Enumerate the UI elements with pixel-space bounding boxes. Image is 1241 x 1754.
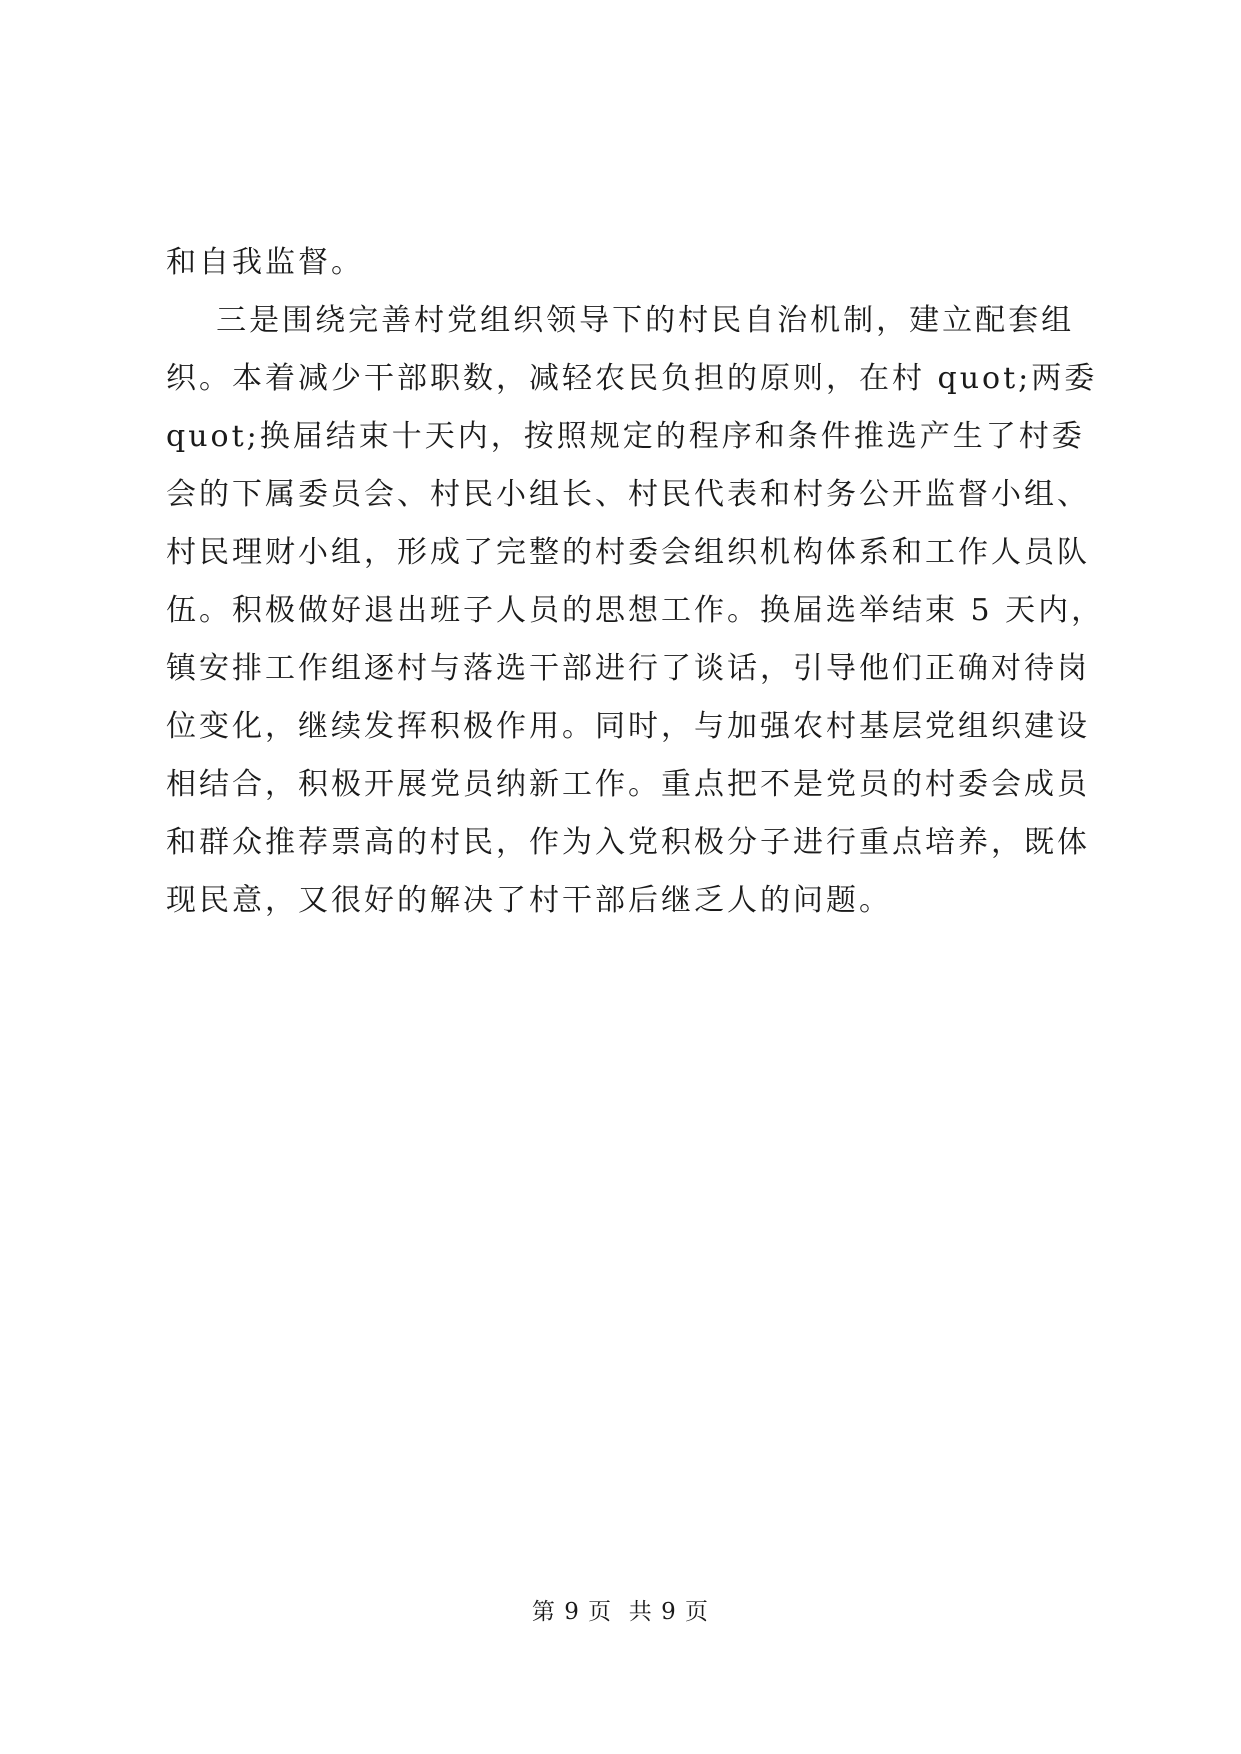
page-number-label: 第 9 页 共 9 页 xyxy=(531,1599,710,1625)
text-line: 伍。积极做好退出班子人员的思想工作。换届选举结束 5 天内， xyxy=(166,593,1105,628)
text-line: 和群众推荐票高的村民，作为入党积极分子进行重点培养，既体 xyxy=(166,825,1090,860)
body-text xyxy=(166,234,1105,930)
text-line: quot;换届结束十天内，按照规定的程序和条件推选产生了村委 xyxy=(166,419,1085,454)
page-footer xyxy=(0,1597,1241,1627)
text-line: 村民理财小组，形成了完整的村委会组织机构体系和工作人员队 xyxy=(166,535,1090,570)
text-line: 相结合，积极开展党员纳新工作。重点把不是党员的村委会成员 xyxy=(166,767,1090,802)
text-line: 位变化，继续发挥积极作用。同时，与加强农村基层党组织建设 xyxy=(166,709,1090,744)
text-line: 现民意，又很好的解决了村干部后继乏人的问题。 xyxy=(166,883,892,918)
text-line: 三是围绕完善村党组织领导下的村民自治机制，建立配套组 xyxy=(166,303,1075,338)
text-line: 会的下属委员会、村民小组长、村民代表和村务公开监督小组、 xyxy=(166,477,1090,512)
text-line: 和自我监督。 xyxy=(166,245,364,280)
text-line: 镇安排工作组逐村与落选干部进行了谈话，引导他们正确对待岗 xyxy=(166,651,1090,686)
text-line: 织。本着减少干部职数，减轻农民负担的原则，在村 quot;两委 xyxy=(166,361,1098,396)
